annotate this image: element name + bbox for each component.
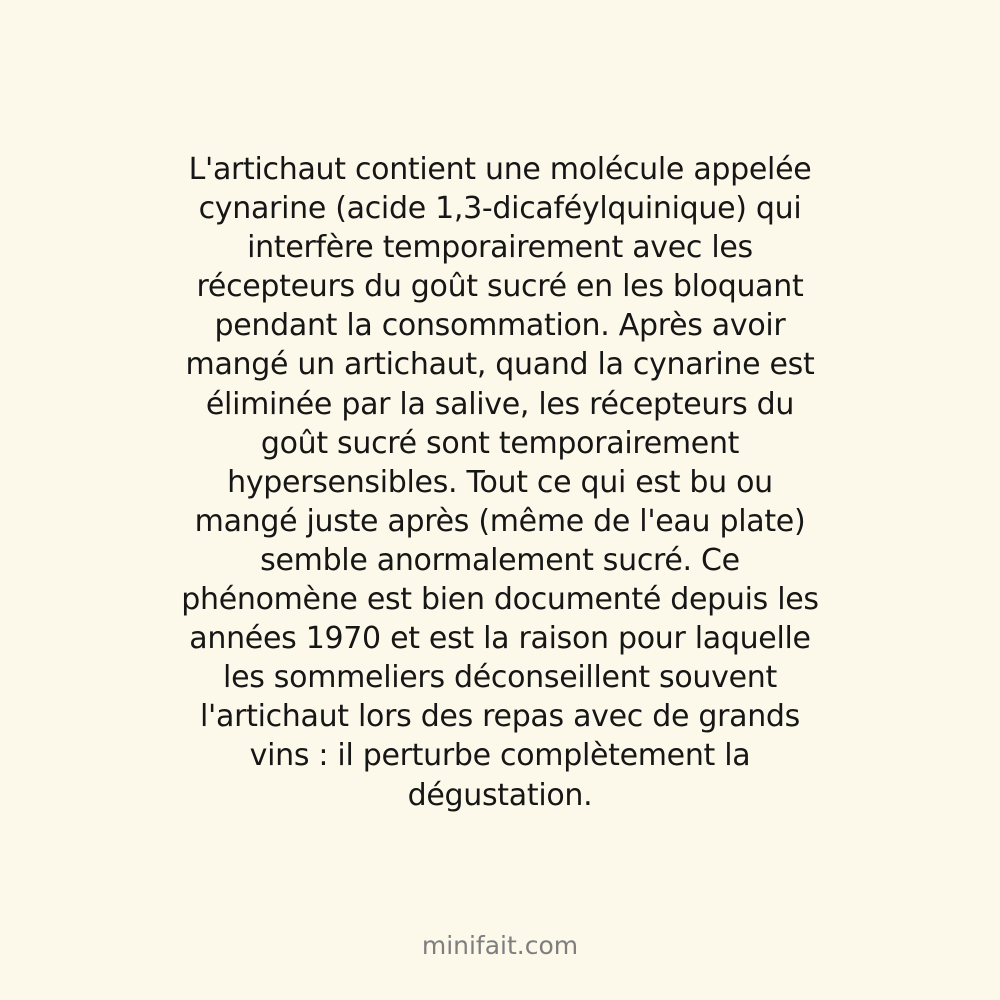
fact-line: cynarine (acide 1,3-dicaféylquinique) qui <box>198 191 802 227</box>
fact-line: semble anormalement sucré. Ce <box>260 542 740 578</box>
fact-line: pendant la consommation. Après avoir <box>214 308 786 344</box>
fact-line: phénomène est bien documenté depuis les <box>181 582 819 618</box>
site-footer: minifait.com <box>421 931 579 960</box>
fact-line: récepteurs du goût sucré en les bloquant <box>196 269 804 305</box>
fact-line: hypersensibles. Tout ce qui est bu ou <box>227 464 773 500</box>
fact-line: interfère temporairement avec les <box>247 230 753 266</box>
fact-line: l'artichaut lors des repas avec de grands <box>200 699 800 735</box>
fact-line: L'artichaut contient une molécule appelée <box>188 152 812 187</box>
fact-line: éliminée par la salive, les récepteurs du <box>205 386 795 422</box>
fact-line: dégustation. <box>407 777 593 813</box>
fact-line: vins : il perturbe complètement la <box>249 738 751 774</box>
fact-line: mangé un artichaut, quand la cynarine est <box>185 347 815 383</box>
fact-text <box>60 150 940 815</box>
fact-line: goût sucré sont temporairement <box>260 425 740 461</box>
fact-line: mangé juste après (même de l'eau plate) <box>194 503 806 539</box>
fact-line: années 1970 et est la raison pour laquelle <box>189 621 811 657</box>
fact-line: les sommeliers déconseillent souvent <box>223 660 777 696</box>
